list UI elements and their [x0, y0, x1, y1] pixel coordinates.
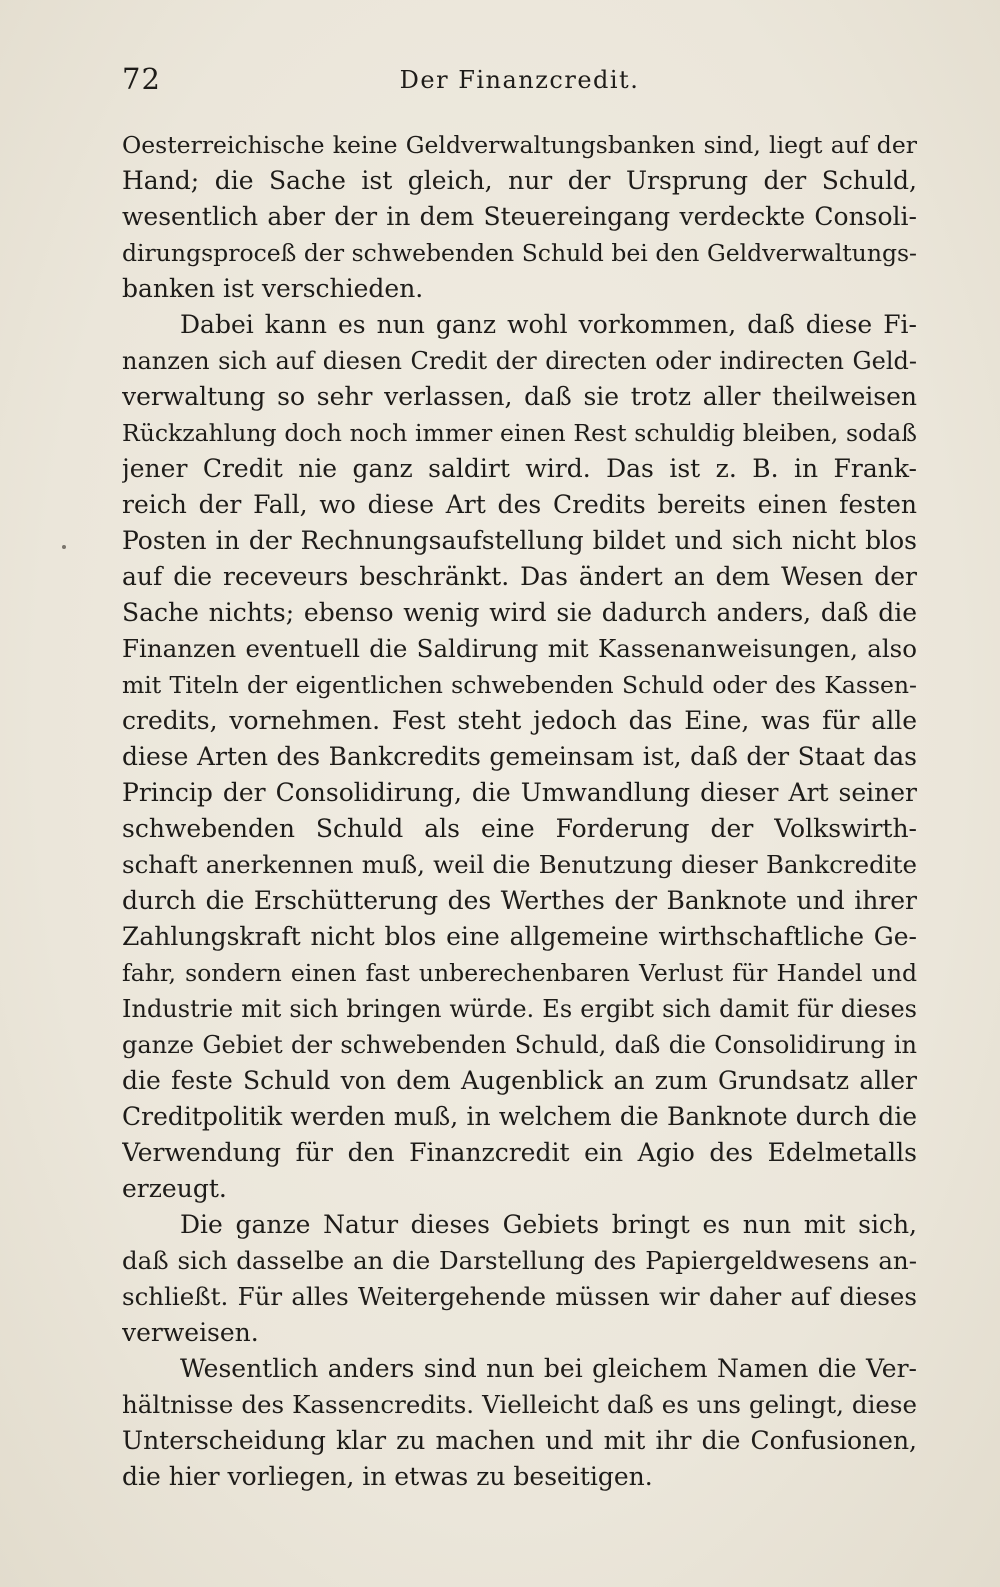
running-title: Der Finanzcredit. — [399, 66, 640, 94]
text-line: Die ganze Natur dieses Gebiets bringt es nun mit sich, — [180, 1210, 917, 1239]
text-line: Finanzen eventuell die Saldirung mit Kassenanweisungen, also — [122, 634, 917, 663]
text-line: die hier vorliegen, in etwas zu beseitigen. — [122, 1462, 653, 1491]
text-line: hältnisse des Kassencredits. Vielleicht daß es uns gelingt, diese — [122, 1390, 917, 1419]
text-line: Industrie mit sich bringen würde. Es ergibt sich damit für dieses — [122, 995, 917, 1023]
text-line: reich der Fall, wo diese Art des Credits bereits einen festen — [122, 490, 917, 519]
text-line: Verwendung für den Finanzcredit ein Agio des Edelmetalls — [122, 1138, 917, 1167]
text-line: Rückzahlung doch noch immer einen Rest schuldig bleiben, sodaß — [122, 419, 917, 447]
text-line: jener Credit nie ganz saldirt wird. Das ist z. B. in Frank- — [122, 454, 917, 483]
text-line: Creditpolitik werden muß, in welchem die Banknote durch die — [122, 1102, 917, 1131]
text-line: Hand; die Sache ist gleich, nur der Ursprung der Schuld, — [122, 166, 917, 195]
running-head — [122, 62, 917, 102]
text-line: Posten in der Rechnungsaufstellung bildet und sich nicht blos — [122, 526, 917, 555]
body-text — [122, 127, 917, 1495]
text-line: mit Titeln der eigentlichen schwebenden Schuld oder des Kassen- — [122, 671, 917, 699]
text-line: Princip der Consolidirung, die Umwandlung dieser Art seiner — [122, 778, 917, 807]
text-line: schaft anerkennen muß, weil die Benutzung dieser Bankcredite — [122, 850, 917, 879]
text-line: wesentlich aber der in dem Steuereingang verdeckte Consoli- — [122, 202, 917, 231]
text-line: Oesterreichische keine Geldverwaltungsbanken sind, liegt auf der — [122, 131, 917, 159]
text-line: diese Arten des Bankcredits gemeinsam ist, daß der Staat das — [122, 742, 917, 771]
text-line: dirungsproceß der schwebenden Schuld bei den Geldverwaltungs- — [122, 239, 917, 267]
text-line: Sache nichts; ebenso wenig wird sie dadurch anders, daß die — [122, 598, 917, 627]
margin-speck — [62, 545, 66, 549]
text-line: daß sich dasselbe an die Darstellung des Papiergeldwesens an- — [122, 1246, 917, 1275]
page-number: 72 — [122, 62, 161, 96]
text-line: verwaltung so sehr verlassen, daß sie trotz aller theilweisen — [122, 382, 917, 411]
text-line: erzeugt. — [122, 1174, 227, 1203]
text-line: fahr, sondern einen fast unberechenbaren Verlust für Handel und — [122, 959, 917, 987]
text-line: nanzen sich auf diesen Credit der directen oder indirecten Geld- — [122, 347, 917, 375]
text-line: Dabei kann es nun ganz wohl vorkommen, daß diese Fi- — [180, 310, 917, 339]
text-line: Zahlungskraft nicht blos eine allgemeine wirthschaftliche Ge- — [122, 922, 917, 951]
text-line: Unterscheidung klar zu machen und mit ihr die Confusionen, — [122, 1426, 917, 1455]
text-line: die feste Schuld von dem Augenblick an zum Grundsatz aller — [122, 1066, 917, 1095]
text-line: verweisen. — [122, 1318, 259, 1347]
text-line: Wesentlich anders sind nun bei gleichem Namen die Ver- — [180, 1354, 917, 1383]
text-line: auf die receveurs beschränkt. Das ändert an dem Wesen der — [122, 562, 917, 591]
text-line: schließt. Für alles Weitergehende müssen wir daher auf dieses — [122, 1282, 917, 1311]
text-line: schwebenden Schuld als eine Forderung der Volkswirth- — [122, 814, 917, 843]
text-line: ganze Gebiet der schwebenden Schuld, daß die Consolidirung in — [122, 1031, 917, 1059]
text-line: banken ist verschieden. — [122, 274, 424, 303]
text-line: durch die Erschütterung des Werthes der Banknote und ihrer — [122, 886, 917, 915]
text-line: credits, vornehmen. Fest steht jedoch das Eine, was für alle — [122, 706, 917, 735]
